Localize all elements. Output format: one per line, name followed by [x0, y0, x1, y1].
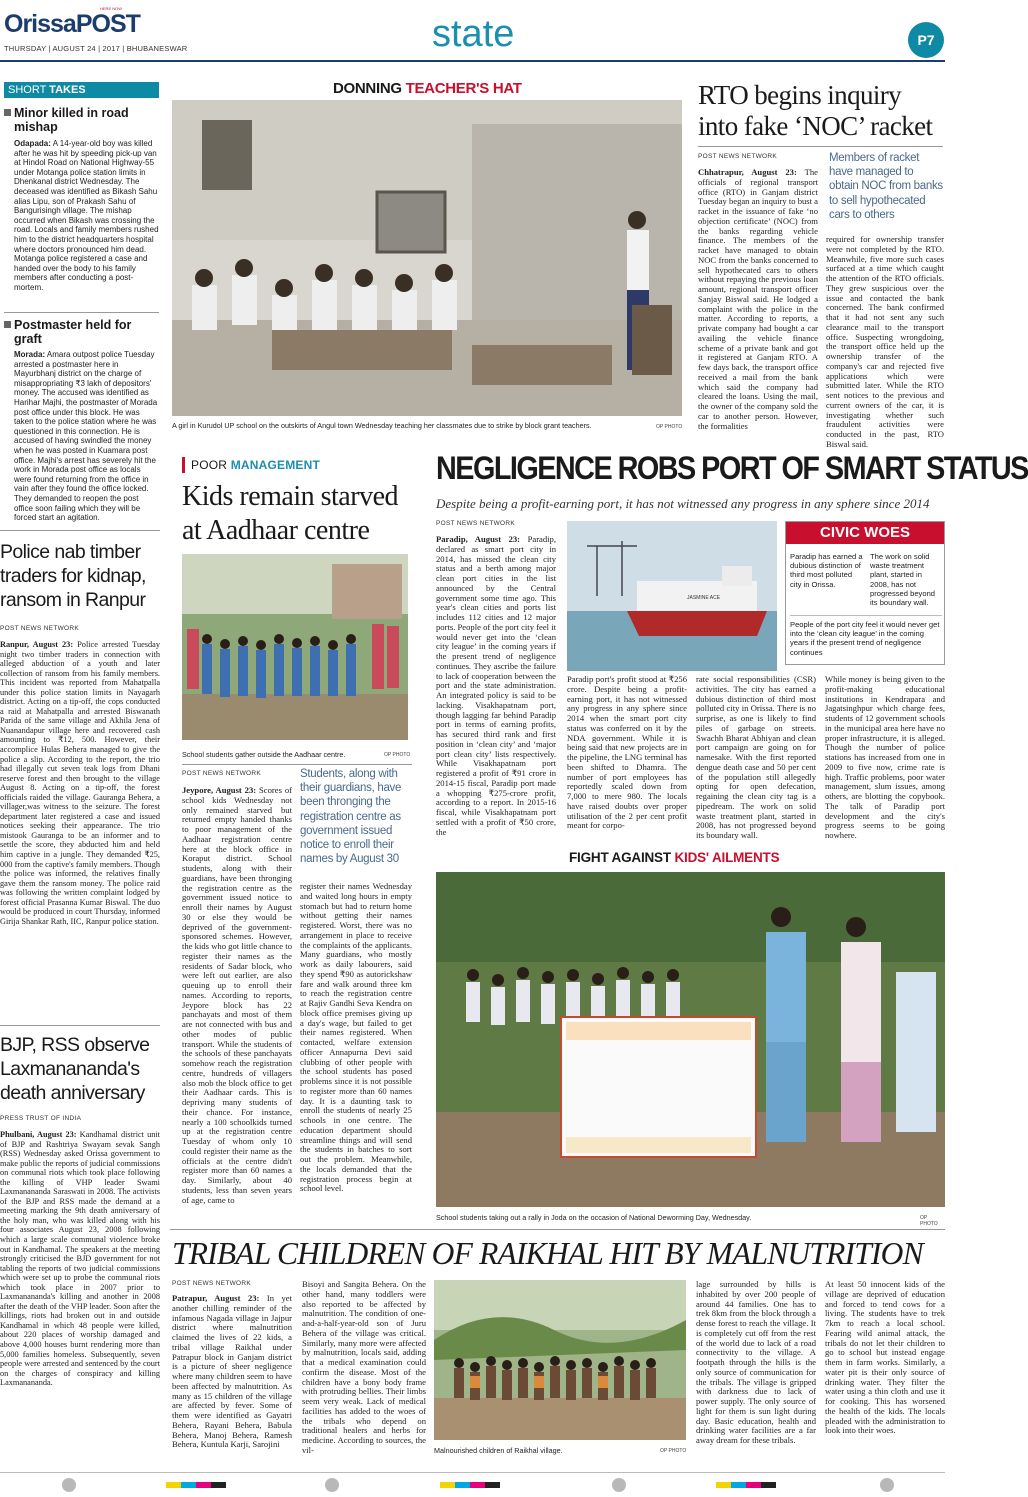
civic-woes-item: The work on solid waste treatment plant, started in 2008, has not progressed beyond its boundary wall.: [870, 552, 936, 608]
port-deck: Despite being a profit-earning port, it has not witnessed any progress in any sphere since 2014: [436, 496, 930, 511]
teacher-caption: A girl in Kurudol UP school on the outskirts of Angul town Wednesday teaching her classmates due to strike by block grant teachers.: [172, 421, 592, 430]
byline: POST NEWS NETWORK: [0, 625, 80, 632]
page-footer: [0, 1472, 945, 1497]
deworming-rally-image: [436, 872, 945, 1207]
divider: [0, 530, 160, 531]
byline: POST NEWS NETWORK: [436, 520, 516, 527]
photo-credit: OP PHOTO: [660, 1448, 687, 1454]
port-body-a: Paradip, August 23: Paradip, declared as smart port city in 2014, has missed the clean city status and a berth among major clean port cities in the list announced by the Central government some time ago. This year's clean cities and ports list includes 112 cities and 12 major ports. People of the port city feel it would never get into the ‘clean city league’ in the coming years if the present trend of negligence continues. They ascribe the failure to lack of cooperation between the port and the state administration. An integrated policy is said to be lacking. Visakhapatnam port, though lagging far behind Paradip port in terms of earning profits, has secured third rank and first position in ‘clean city’ and ‘major port clean city’ lists respectively. While Visakhapatnam port registered a profit of ₹91 crore in 2014-15 fiscal, Paradip port made a whopping ₹275-crore profit, according to a report. In 2015-16 fiscal, while Visakhapatnam port settled with a profit of ₹50 crore, the: [436, 534, 556, 837]
aadhaar-headline: Kids remain starved at Aadhaar centre: [182, 481, 398, 546]
ailments-caption: School students taking out a rally in Joda on the occasion of National Deworming Day, Wednesday.: [436, 1213, 752, 1222]
divider: [182, 764, 412, 765]
short-take-body: Morada: Amara outpost police Tuesday arrested a postmaster here in Mayurbhanj district on the charge of misappropriating ₹3 lakh of depositors' money. The accused was identified as Harihar Majhi, the postmaster of Morada post office under this block. He was taken to the police station where he was questioned in this connection. He is accused of having swindled the money when he was posted in Kuamara post office. Majhi's arrest has severely hit the work in Morada post office as locals were found returning from the office in vain after they found the office locked. They demanded to reopen the post office soon failing which they will be forced start an agitation.: [14, 350, 158, 523]
bjp-headline: BJP, RSS observe Laxmanananda's death anniversary: [0, 1034, 150, 1104]
photo-credit: OP PHOTO: [384, 752, 411, 758]
rto-body-b: required for ownership transfer were not completed by the RTO. Meanwhile, five more such cases surfaced at a time which caught the attention of the RTO officials. They grew suspicious over the issue and contacted the bank concerned. The bank confirmed that it had not sent any such clearance mail to the transport office. Suspecting wrongdoing, the transport office held up the ownership transfer of the company's car and rejected five applications which were submitted later. While the RTO sent notices to the previous and current owners of the car, it is investigating whether such fraudulent activities were conducted in the past, RTO Biswal said.: [826, 234, 944, 449]
students-queue-image: [182, 554, 408, 740]
civic-woes-item: People of the port city feel it would never get into the ‘clean city league’ in the coming years if the present trend of negligence continues: [790, 620, 940, 657]
rto-body-a: Chhatrapur, August 23: The officials of regional transport office (RTO) in Ganjam district Tuesday began an inquiry to bust a racket in the issuance of fake ‘no objection certificate’ (NOC) from the banks regarding vehicle finance. The members of the racket have managed to obtain NOC from the banks concerned to sell hypothecated cars to others without repaying the previous loan amount, regional transport officer Sanjay Biswal said. He lodged a complaint with the police in the matter. According to reports, a private company had bought a car availing the vehicle finance scheme of a private bank and got it registered at Ganjam RTO. A few days back, the transport office received a mail from the bank which said the company had cleared the loans. Using the mail, the owner of the company sold the car to another person. However, the formalities: [698, 167, 818, 431]
tribal-body-b: Bisoyi and Sangita Behera. On the other hand, many toddlers were also reported to be affected by malnutrition. The condition of one-and-a-half-year-old son of Juru Behera of the village was critical. Similarly, many more were affected by malnutrition, locals said, adding that a medical examination could confirm the disease. Most of the children have a bony body frame with protruding bellies. Their limbs seem very weak. Lack of medical facilities has added to the woes of the tribals who depend on traditional healers and herbs for medicine. According to sources, the vil-: [302, 1279, 426, 1455]
ailments-kicker: FIGHT AGAINST KIDS' AILMENTS: [569, 850, 780, 865]
tribal-photo: [434, 1280, 686, 1440]
registration-mark-icon: [62, 1478, 76, 1492]
short-take-headline: Postmaster held for graft: [4, 318, 159, 346]
teacher-kicker: DONNING TEACHER'S HAT: [333, 80, 522, 97]
logo-tag: HERE NOW: [100, 6, 122, 11]
color-bar-icon: [440, 1482, 500, 1488]
divider: [698, 146, 943, 147]
aadhaar-caption: School students gather outside the Aadhaar centre.: [182, 750, 346, 759]
port-body-b: Paradip port's profit stood at ₹256 crore. Despite being a profit-earning port, it has not witnessed any progress in any sphere since 2014 when the smart port city status was conferred on it by the NDA government. While it is being said that new projects are in the pipeline, the LNG terminal has been shifted to Dhamra. The number of port employees has reportedly scaled down from 7,000 to mere 980. The locals have raised doubts over proper utilisation of the 2 per cent profit meant for corpo-: [567, 674, 687, 831]
aadhaar-body-a: Jeypore, August 23: Scores of school kids Wednesday not only remained starved but returned empty handed thanks to poor management of the Aadhaar registration centre here at the block office in Koraput district. School students, along with their guardians, have been thronging the registration centre as the government issued notice to enroll their names by August 30 or else they would be deprived of the government-sponsored schemes. However, the kids who got little chance to register their names as the residents of Sadar block, who were left out earlier, are also queuing up to enroll their names. According to reports, Jeypore block has 22 panchayats and most of them are not connected with bus and other modes of public transport. While the students of the schools of these panchayats somehow reach the registration centre, hundreds of villagers also mob the block office to get their Aadhaar cards. This is depriving many students of their chance. For instance, nearly a 100 schoolkids turned up at the registration centre Tuesday of whom only 10 could register their name as the officials at the centre didn't register more than 60 names a day. Similarly, about 40 students, less than seven years of age, came to: [182, 785, 292, 1205]
square-bullet-icon: [4, 321, 11, 328]
aadhaar-photo: [182, 554, 408, 740]
civic-woes-item: Paradip has earned a dubious distinction of third most polluted city in Orissa.: [790, 552, 863, 589]
masthead: [0, 0, 945, 62]
tribal-body-d: At least 50 innocent kids of the village are deprived of education and forced to tend cows for a living. The students have to trek 7km to reach a local school. Fearing wild animal attack, the tribals do not let their children to go to school but instead engage them in farm works. Similarly, a water pit is their only source of drinking water. They filter the water using a thin cloth and use it for cooking. This has worsened the health of the kids. The locals pleaded with the administration to look into their woes.: [825, 1279, 945, 1436]
classroom-image: [172, 100, 682, 416]
aadhaar-pullquote: Students, along with their guardians, have been thronging the registration centre as government issued notice to enroll their names by August 30: [300, 768, 402, 866]
tribal-body-a: Patrapur, August 23: In yet another chilling reminder of the infamous Nagada village in Jajpur district where malnutrition claimed the lives of 22 kids, a tribal village Raikhal under Patrapur block in Ganjam district is a picture of sheer negligence where many children seem to have been affected by malnutrition. As many as 15 children of the village are affected by fever. Some of them were identified as Gayatri Behera, Rayani Behera, Babula Behera, Manoj Behera, Ramesh Behera, Kuntula Karji, Sarojini: [172, 1293, 292, 1450]
bjp-body: Phulbani, August 23: Kandhamal district unit of BJP and Rashtriya Swayam sevak Sangh (RSS) Wednesday asked Orissa government to make public the reports of judicial commissions on communal riots which took place following the killing of VHP leader Swami Laxmanananda Saraswati in 2008. The activists of the BJP and RSS made the demand at a meeting marking the 9th death anniversary of the holy man, who was killed along with his four associates August 23, 2008 following which a large scale communal violence broke out in Kandhamal. The speakers at the meeting strongly criticised the BJD government for not tabling the reports of two judicial commissions which were set up to probe the communal riots which took place in 2007 prior to Laxmanananda's killing and another in 2008 after the death of the VHP leader. Soon after the killings, riots had broken out in and outside Kandhamal in which 48 people were killed, about 220 places of worship damaged and above 4,000 houses burnt rendering more than 5,000 families homeless. Subsequently, seven people were arrested and sentenced by the court on the charges of conspiracy and killing Laxmanananda.: [0, 1130, 160, 1388]
ship-name: JASMINE ACE: [687, 595, 721, 601]
section-title: state: [432, 13, 515, 55]
divider: [790, 615, 942, 616]
aadhaar-kicker: POOR MANAGEMENT: [191, 458, 321, 472]
police-body: Ranpur, August 23: Police arrested Tuesday night two timber traders in connection with alleged abduction of a youth and later collection of ransom from his family members. This incident was reported from Mahatpalla under this police station limits in Nayagarh district. Acting on a tip-off, the cops conducted a raid at Mahatpalla and arrested Biswanath Parida of the same village and Akhila Jena of Nuanandapur village here and recovered cash amounting to ₹12, 500. However, their accomplice Hulas Behera managed to give the police a slip. According to the report, the trio had illegally cut seven teak logs from Dhani reserve forest and then brought to the village August 8. Acting on a tip-off, the forest officials raided the village. Gauranga Behera, a villager,was witness to the seizure. The forest department later registered a case and issued notices seeking their appearance. The trio mistook Gauranga to be an informer and to settle the score, they abducted him and held him captive in a jungle. They demanded ₹25, 000 from the captive's family members. Though the police was informed, the relatives finally gave them the ransom money. The police raid was following the written complaint lodged by forest official Prasanna Kumar Biswal. The duo would be produced in court Thursday, informed Girija Shankar Rath, IIC, Ranpur police station.: [0, 640, 161, 926]
masthead-date: THURSDAY | AUGUST 24 | 2017 | BHUBANESWAR: [4, 44, 188, 53]
teacher-photo: [172, 100, 682, 416]
port-headline: NEGLIGENCE ROBS PORT OF SMART STATUS: [436, 450, 1028, 486]
registration-mark-icon: [325, 1478, 339, 1492]
rto-pullquote: Members of racket have managed to obtain NOC from banks to sell hypothecated cars to others: [829, 152, 943, 221]
registration-mark-icon: [612, 1478, 626, 1492]
photo-credit: OP PHOTO: [920, 1215, 938, 1227]
port-body-d: While money is being given to the profit-making educational institutions in Kendrapara and Jagatsinghpur which charge fees, students of 12 government schools in the municipal area here have no proper infrastructure, it is alleged. Though the number of police stations has increased from one in 2009 to five now, crime rate is high. Traffic problems, poor water management, slum issues, among others, are blotting the copybook. The talk of Paradip port development and the city's progress seems to be going nowhere.: [825, 674, 945, 840]
short-take-body: Odapada: A 14-year-old boy was killed after he was hit by speeding pick-up van at Hindol Road on National Highway-55 under Motanga police station limits in Dhenkanal district Wednesday. The deceased was identified as Bikash Sahu alias Lipu, son of Prakash Sahu of Bangurisingh village. The mishap occurred when Bikash was crossing the road. Locals and family members rushed him to the district headquarters hospital where doctors pronounced him dead. Motanga police registered a case and handed over the body to his family members after conducting a post-mortem.: [14, 139, 159, 292]
port-body-c: rate social responsibilities (CSR) activities. The city has earned a dubious distinction of third most polluted city in Orissa. There is no surprise, as one is likely to find piles of garbage on streets. Swachh Bharat Abhiyan and clean port campaign are going on for namesake. With the first reported dengue death case and 50 per cent of the population still allegedly opting for open defecation, regaining the clean city tag is a pipedream. The work on solid waste treatment plant, started in 2008, has not progressed beyond its boundary wall.: [696, 674, 816, 840]
color-bar-icon: [716, 1482, 776, 1488]
footer-rule: [0, 1472, 945, 1473]
logo: OrissaPOST: [4, 10, 140, 38]
short-takes-label: SHORT TAKES: [4, 82, 159, 98]
color-bar-icon: [166, 1482, 226, 1488]
ship-image: [567, 521, 777, 671]
square-bullet-icon: [4, 109, 11, 116]
byline: POST NEWS NETWORK: [698, 153, 778, 160]
police-headline: Police nab timber traders for kidnap, ransom in Ranpur: [0, 541, 146, 611]
page-number: P7: [908, 22, 944, 58]
divider: [0, 1025, 160, 1026]
tribal-body-c: lage surrounded by hills is inhabited by over 200 people of around 44 families. One has to trek 8km from the block through a dense forest to reach the village. It is completely cut off from the rest of the world due to lack of a road connectivity to the village. A footpath through the hills is the only source of communication for the tribals. The village is gripped with darkness due to lack of power supply. The only source of light for them is sun light during day. Basic education, health and drinking water facilities are a far away dream for these tribals.: [696, 1279, 816, 1445]
photo-credit: OP PHOTO: [656, 424, 683, 430]
tribal-headline: TRIBAL CHILDREN OF RAIKHAL HIT BY MALNUTRITION: [172, 1236, 923, 1271]
aadhaar-kicker-bar: [182, 457, 185, 473]
rto-headline: RTO begins inquiry into fake ‘NOC’ racket: [698, 80, 933, 141]
civic-woes-label: CIVIC WOES: [786, 522, 944, 544]
short-take-headline: Minor killed in road mishap: [4, 106, 159, 134]
divider: [4, 312, 159, 313]
byline: PRESS TRUST OF INDIA: [0, 1115, 82, 1122]
short-take-2: [4, 318, 159, 523]
divider: [170, 1229, 945, 1230]
tribal-caption: Malnourished children of Raikhal village.: [434, 1446, 563, 1455]
byline: POST NEWS NETWORK: [172, 1280, 252, 1287]
registration-mark-icon: [880, 1478, 894, 1492]
ailments-photo: [436, 872, 945, 1207]
port-photo: [567, 521, 777, 671]
byline: POST NEWS NETWORK: [182, 770, 262, 777]
aadhaar-body-b: register their names Wednesday and waited long hours in empty stomach but had to return home without getting their names registered. Worst, there was no arrangement in place to receive the complaints of the applicants. Many guardians, who mostly work as daily labourers, said they spend ₹90 as autorickshaw fare and walk around three km to reach the registration centre at Rajiv Gandhi Seva Kendra on block office premises giving up a day's wage, but failed to get their names registered. When contacted, welfare extension officer Annapurna Devi said clubbing of other people with the school students has posed problems since it is not possible to register more than 60 names day. It is a daunting task to enroll the students of nearly 25 schools in one centre. The education department should streamline things and will send the students in batches to sort out the problem. Meanwhile, the locals demanded that the registration process begin at school level.: [300, 881, 412, 1194]
short-take-1: [4, 106, 159, 293]
masthead-rule: [0, 60, 945, 62]
children-group-image: [434, 1280, 686, 1440]
civic-woes-box: [785, 521, 945, 665]
